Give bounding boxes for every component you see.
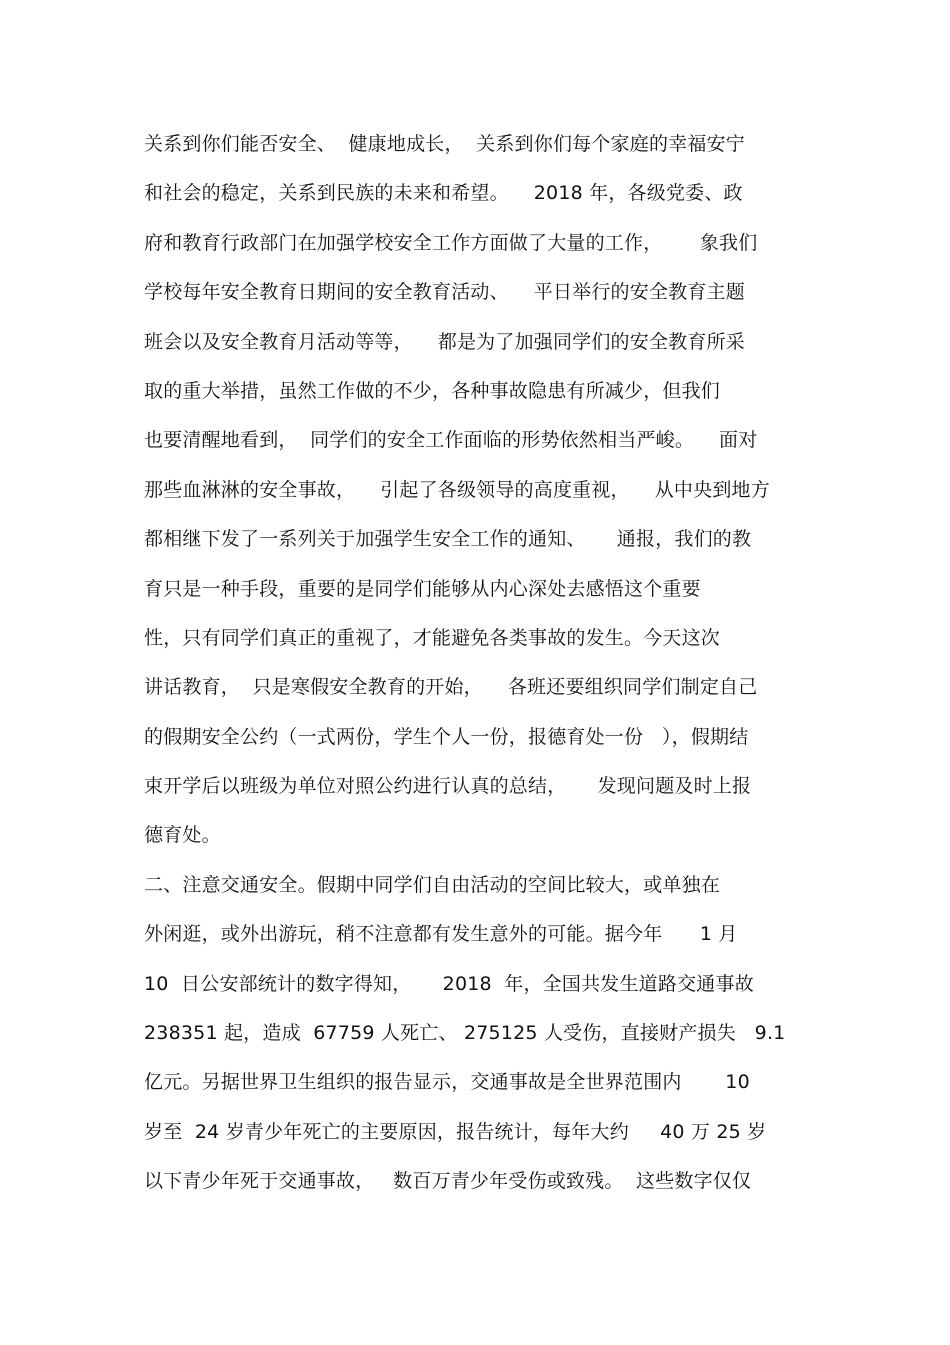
text-line: 也要清醒地看到， 同学们的安全工作面临的形势依然相当严峻。 面对 — [144, 429, 758, 452]
text-line: 和社会的稳定，关系到民族的未来和希望。 2018 年，各级党委、政 — [144, 182, 743, 205]
text-line: 都相继下发了一系列关于加强学生安全工作的通知、 通报，我们的教 — [144, 528, 752, 551]
text-line: 10 日公安部统计的数字得知， 2018 年，全国共发生道路交通事故 — [144, 972, 754, 995]
text-line: 外闲逛，或外出游玩，稍不注意都有发生意外的可能。据今年 1 月 — [144, 923, 738, 946]
text-line: 德育处。 — [144, 824, 221, 847]
text-line: 以下青少年死于交通事故， 数百万青少年受伤或致残。 这些数字仅仅 — [144, 1170, 752, 1193]
text-line: 关系到你们能否安全、 健康地成长， 关系到你们每个家庭的幸福安宁 — [144, 133, 745, 155]
text-line: 亿元。另据世界卫生组织的报告显示，交通事故是全世界范围内 10 — [144, 1071, 750, 1094]
text-line: 府和教育行政部门在加强学校安全工作方面做了大量的工作， 象我们 — [144, 231, 758, 254]
text-line: 二、注意交通安全。假期中同学们自由活动的空间比较大，或单独在 — [144, 873, 721, 896]
text-line: 学校每年安全教育日期间的安全教育活动、 平日举行的安全教育主题 — [144, 281, 745, 304]
text-line: 束开学后以班级为单位对照公约进行认真的总结， 发现问题及时上报 — [144, 775, 752, 798]
text-line: 育只是一种手段，重要的是同学们能够从内心深处去感悟这个重要 — [144, 577, 701, 600]
text-line: 岁至 24 岁青少年死亡的主要原因，报告统计，每年大约 40 万 25 岁 — [144, 1120, 767, 1143]
text-line: 取的重大举措，虽然工作做的不少，各种事故隐患有所减少，但我们 — [144, 379, 721, 402]
text-line: 238351 起，造成 67759 人死亡、 275125 人受伤，直接财产损失 9.1 — [144, 1022, 786, 1045]
text-line: 那些血淋淋的安全事故， 引起了各级领导的高度重视， 从中央到地方 — [144, 478, 770, 501]
text-line: 性，只有同学们真正的重视了，才能避免各类事故的发生。今天这次 — [144, 626, 721, 649]
text-line: 的假期安全公约（一式两份，学生个人一份，报德育处一份 ），假期结 — [144, 725, 749, 748]
body-text — [144, 120, 834, 1207]
text-line: 班会以及安全教育月活动等等， 都是为了加强同学们的安全教育所采 — [144, 330, 745, 353]
text-line: 讲话教育， 只是寒假安全教育的开始， 各班还要组织同学们制定自己 — [144, 676, 758, 699]
